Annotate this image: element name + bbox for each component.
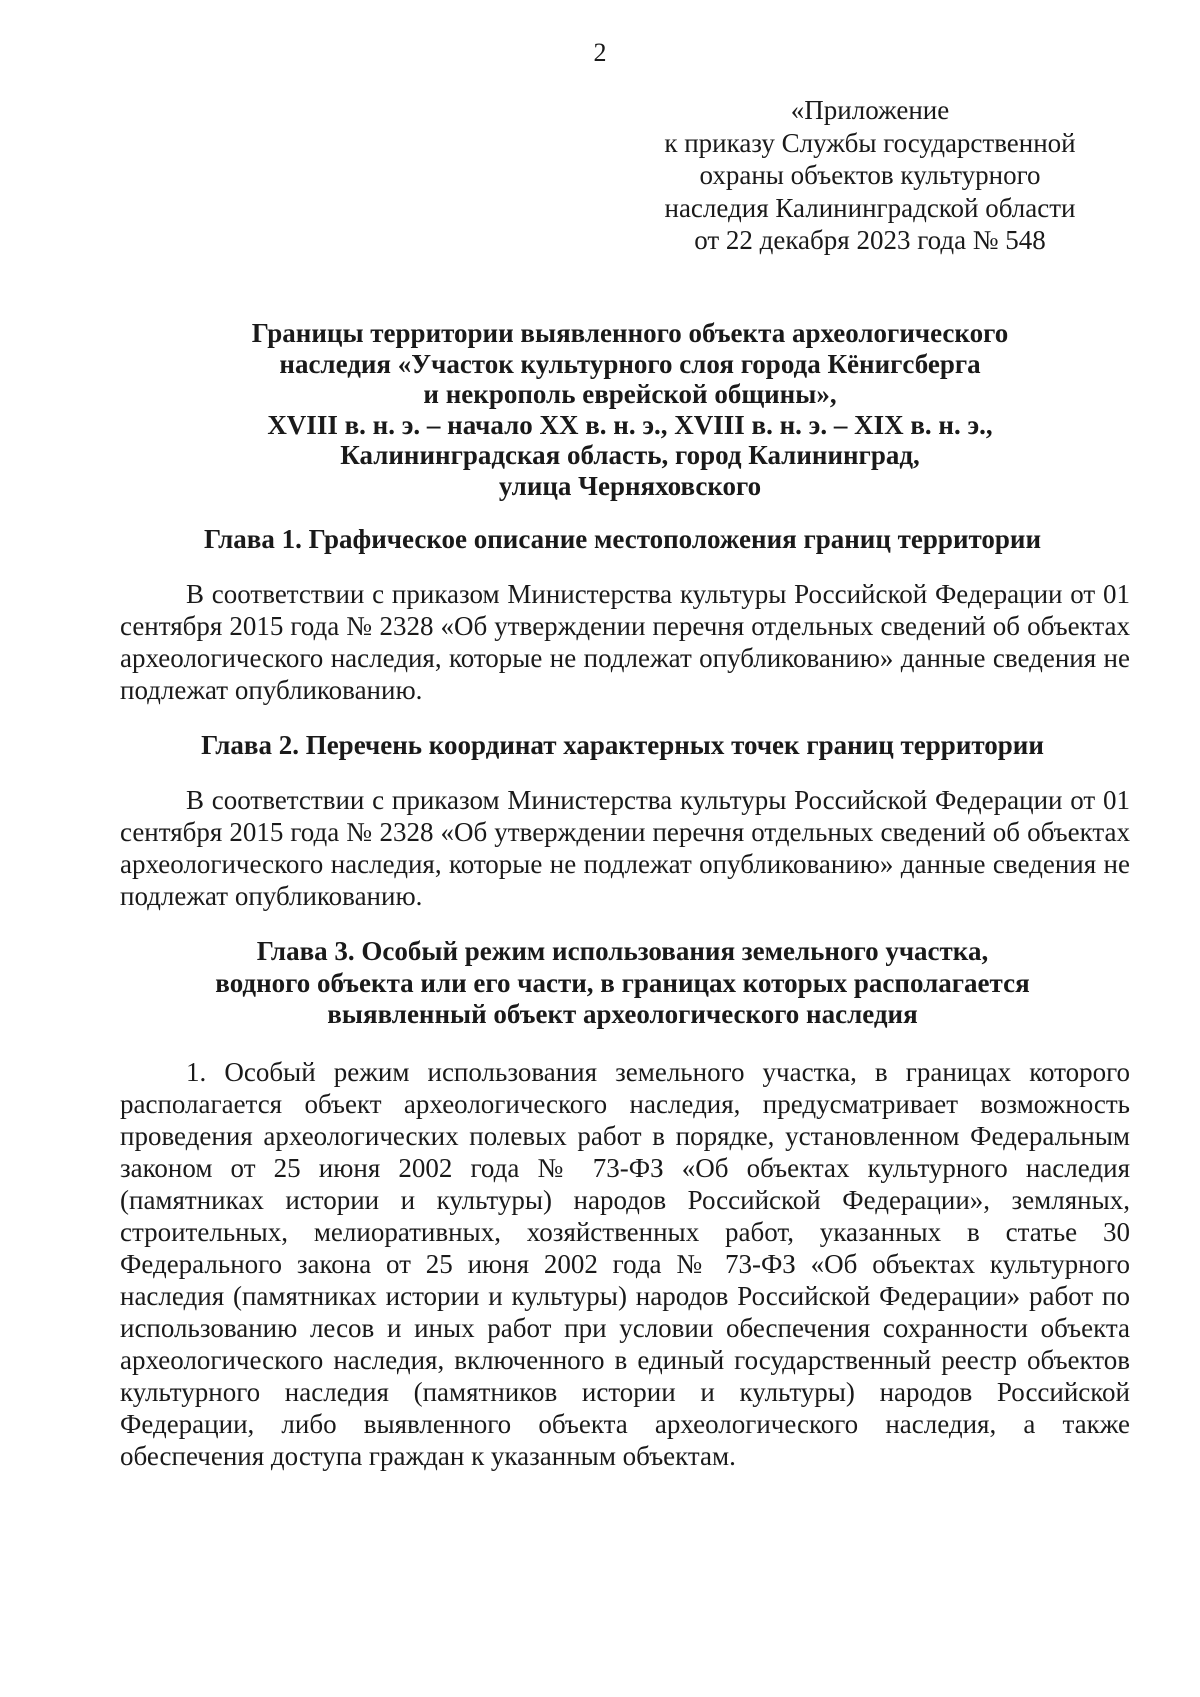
chapter-3-heading-line: выявленный объект археологического наследия (327, 999, 918, 1029)
appendix-line: охраны объектов культурного (699, 160, 1041, 190)
title-line: Калининградская область, город Калининград, (340, 440, 920, 470)
title-line: и некрополь еврейской общины», (423, 379, 837, 409)
chapter-1-heading-text: Глава 1. Графическое описание местоположения границ территории (203, 524, 1042, 554)
chapter-1-heading (100, 524, 1145, 556)
page-number: 2 (593, 38, 607, 67)
chapter-3-heading (100, 936, 1145, 1031)
title-line: улица Черняховского (498, 470, 762, 501)
appendix-line: от 22 декабря 2023 года № 548 (694, 225, 1046, 255)
title-line: Границы территории выявленного объекта археологического (251, 318, 1009, 348)
title-line: XVIII в. н. э. – начало XX в. н. э., XVIII в. н. э. – XIX в. н. э., (267, 409, 993, 440)
chapter-1-paragraph: В соответствии с приказом Министерства культуры Российской Федерации от 01 сентября 2015 года № 2328 «Об утверждении перечня отдельных сведений об объектах археологического наследия, которые не подлежат опубликованию» данные сведения не подлежат опубликованию. (120, 579, 1130, 705)
appendix-line: к приказу Службы государственной (664, 127, 1076, 158)
chapter-3-paragraph: 1. Особый режим использования земельного участка, в границах которого располагается объект археологического наследия, предусматривает возможность проведения археологических полевых работ в порядке, установленном Федеральным законом от 25 июня 2002 года № 73-ФЗ «Об объектах культурного наследия (памятниках истории и культуры) народов Российской Федерации», земляных, строительных, мелиоративных, хозяйственных работ, указанных в статье 30 Федерального закона от 25 июня 2002 года № 73-ФЗ «Об объектах культурного наследия (памятниках истории и культуры) народов Российской Федерации» работ по использованию лесов и иных работ при условии обеспечения сохранности объекта археологического наследия, включенного в единый государственный реестр объектов культурного наследия (памятников истории и культуры) народов Российской Федерации, либо выявленного объекта археологического наследия, а также обеспечения доступа граждан к указанным объектам. (120, 1057, 1130, 1471)
chapter-2-paragraph: В соответствии с приказом Министерства культуры Российской Федерации от 01 сентября 2015 года № 2328 «Об утверждении перечня отдельных сведений об объектах археологического наследия, которые не подлежат опубликованию» данные сведения не подлежат опубликованию. (120, 785, 1130, 911)
appendix-line: наследия Калининградской области (664, 192, 1076, 223)
chapter-2-heading-text: Глава 2. Перечень координат характерных точек границ территории (201, 730, 1044, 760)
appendix-header (640, 94, 1100, 257)
document-title (130, 318, 1130, 501)
chapter-2-heading (100, 730, 1145, 762)
appendix-line: «Приложение (790, 95, 950, 125)
chapter-3-heading-line: водного объекта или его части, в границах которых располагается (215, 967, 1030, 998)
chapter-3-heading-line: Глава 3. Особый режим использования земельного участка, (256, 936, 989, 966)
title-line: наследия «Участок культурного слоя города Кёнигсберга (279, 348, 981, 379)
